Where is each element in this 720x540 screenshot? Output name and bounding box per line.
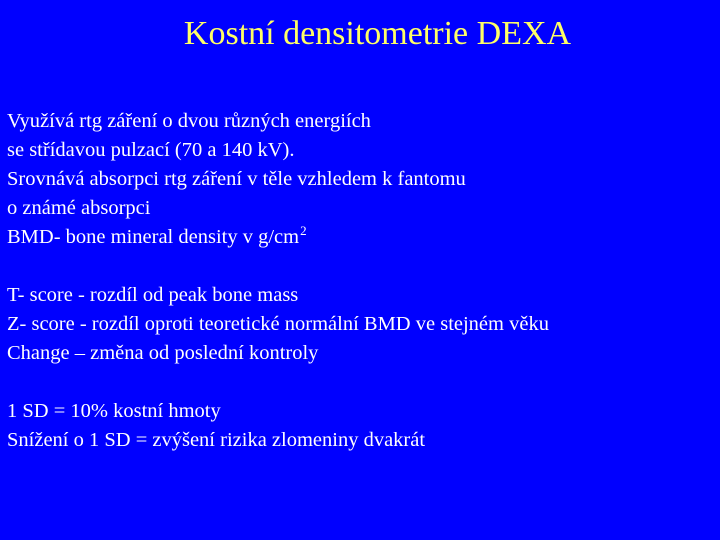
paragraph-1-line-1: Využívá rtg záření o dvou různých energiích: [7, 110, 371, 132]
paragraph-3-line-2: Snížení o 1 SD = zvýšení rizika zlomeniny dvakrát: [7, 429, 426, 451]
paragraph-1-line-4: o známé absorpci: [7, 197, 151, 219]
paragraph-1-line-3: Srovnává absorpci rtg záření v těle vzhledem k fantomu: [7, 168, 466, 190]
bmd-definition-text: BMD- bone mineral density v g/cm: [7, 226, 300, 248]
paragraph-2-line-2: Z- score - rozdíl oproti teoretické normální BMD ve stejném věku: [7, 313, 549, 335]
paragraph-2-line-3: Change – změna od poslední kontroly: [7, 342, 319, 364]
slide-title: Kostní densitometrie DEXA: [183, 15, 572, 52]
paragraph-1-line-5: [7, 223, 713, 252]
slide-body: [7, 107, 713, 455]
paragraph-2-line-1: T- score - rozdíl od peak bone mass: [7, 284, 299, 306]
paragraph-1-line-2: se střídavou pulzací (70 a 140 kV).: [7, 139, 295, 161]
paragraph-spacer: [7, 252, 713, 281]
paragraph-spacer: [7, 368, 713, 397]
paragraph-3-line-1: 1 SD = 10% kostní hmoty: [7, 400, 221, 422]
bmd-unit-superscript: 2: [300, 223, 307, 238]
